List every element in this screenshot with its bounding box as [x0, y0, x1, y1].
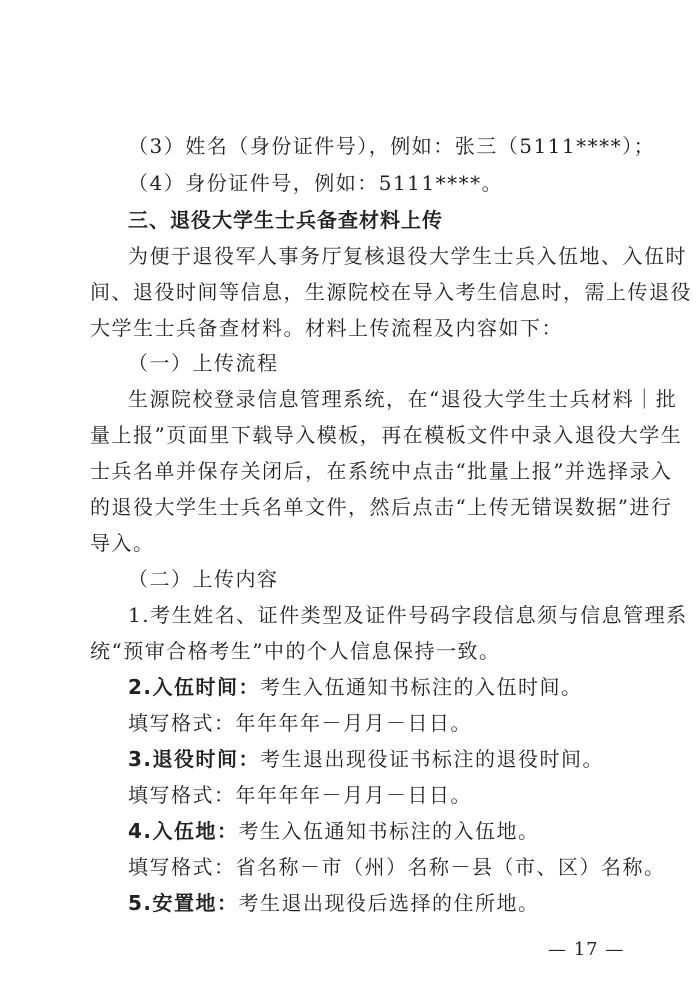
term-description: 考生退出现役后选择的住所地。: [238, 891, 540, 915]
format-line: 填写格式：省名称－市（州）名称－县（市、区）名称。: [128, 855, 666, 879]
paragraph-line: 统“预审合格考生”中的个人信息保持一致。: [90, 639, 501, 663]
term-label: 4.入伍地：: [128, 819, 239, 843]
paragraph-line: 大学生士兵备查材料。材料上传流程及内容如下：: [90, 316, 563, 340]
paragraph-line: 1.考生姓名、证件类型及证件号码字段信息须与信息管理系: [128, 603, 688, 627]
section-heading: 三、退役大学生士兵备查材料上传: [128, 208, 443, 232]
term-label: 3.退役时间：: [128, 747, 261, 771]
paragraph-line: 士兵名单并保存关闭后，在系统中点击“批量上报”并选择录入: [90, 459, 673, 483]
paragraph-line: 导入。: [90, 531, 155, 555]
page-number: — 17 —: [548, 939, 625, 960]
paragraph-line: 为便于退役军人事务厅复核退役大学生士兵入伍地、入伍时: [128, 244, 687, 268]
term-label: 5.安置地：: [128, 891, 239, 915]
list-item-name-format: （3）姓名（身份证件号），例如：张三（5111****）；: [128, 134, 656, 158]
term-description: 考生入伍通知书标注的入伍地。: [238, 819, 540, 843]
term-label: 2.入伍时间：: [128, 675, 261, 699]
subsection-heading-content: （二）上传内容: [128, 567, 279, 591]
item-discharge-time: [128, 743, 618, 775]
format-line: 填写格式：年年年年－月月－日日。: [128, 711, 472, 735]
item-enlistment-time: [128, 671, 618, 703]
term-description: 考生退出现役证书标注的退役时间。: [260, 747, 605, 771]
item-settlement-place: [128, 887, 618, 919]
paragraph-line: 间、退役时间等信息，生源院校在导入考生信息时，需上传退役: [90, 280, 692, 304]
format-line: 填写格式：年年年年－月月－日日。: [128, 783, 472, 807]
term-description: 考生入伍通知书标注的入伍时间。: [260, 675, 583, 699]
item-enlistment-place: [128, 815, 618, 847]
subsection-heading-process: （一）上传流程: [128, 351, 279, 375]
paragraph-line: 的退役大学生士兵名单文件，然后点击“上传无错误数据”进行: [90, 495, 673, 519]
paragraph-line: 生源院校登录信息管理系统，在“退役大学生士兵材料｜批: [128, 387, 678, 411]
list-item-id-format: （4）身份证件号，例如：5111****。: [128, 171, 504, 195]
paragraph-line: 量上报”页面里下载导入模板，再在模板文件中录入退役大学生: [90, 423, 683, 447]
